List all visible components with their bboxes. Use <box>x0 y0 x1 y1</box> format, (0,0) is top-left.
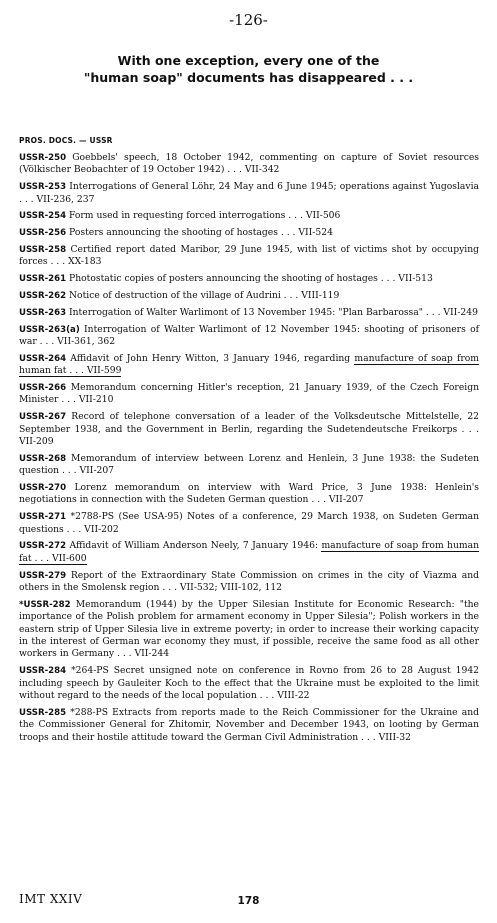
doc-id: *USSR-282 <box>19 599 71 610</box>
headline-line-1: With one exception, every one of the <box>117 53 380 68</box>
footer-page-number: 178 <box>237 895 260 907</box>
list-item <box>19 152 479 177</box>
doc-description: Certified report dated Maribor, 29 June 1945, with list of victims shot by occupying forces . . . XX-183 <box>19 244 480 268</box>
doc-description: *264-PS Secret unsigned note on conference in Rovno from 26 to 28 August 1942 including speech by Gauleiter Koch to the effect that the Ukraine must be exploited to the limit without regard to the needs of the local population . . . VIII-22 <box>19 665 480 702</box>
doc-description: Goebbels' speech, 18 October 1942, commenting on capture of Soviet resources (Völkischer Beobachter of 19 October 1942) . . . VII-342 <box>19 152 479 176</box>
list-item <box>19 307 479 319</box>
list-item <box>19 210 479 222</box>
doc-id: USSR-262 <box>19 291 67 301</box>
list-item <box>19 453 479 478</box>
list-item <box>19 665 479 702</box>
doc-description: Posters announcing the shooting of hostages . . . VII-524 <box>69 227 333 239</box>
document-list <box>19 152 479 748</box>
doc-description: Form used in requesting forced interrogations . . . VII-506 <box>69 210 341 222</box>
headline-line-2: "human soap" documents has disappeared . . . <box>83 70 414 85</box>
doc-description: Affidavit of William Anderson Neely, 7 January 1946: <box>69 540 319 552</box>
doc-id: USSR-254 <box>19 211 67 222</box>
doc-id: USSR-270 <box>19 483 67 494</box>
doc-description: Record of telephone conversation of a leader of the Volksdeutsche Mittelstelle, 22 September 1938, and the Government in Berlin, regarding the Sudetendeutsche Freikorps . . . VII-209 <box>19 411 480 448</box>
list-item <box>19 353 479 378</box>
doc-description: Memorandum (1944) by the Upper Silesian Institute for Economic Research: "the importance of the Polish problem for armament economy in Upper Silesia"; Polish workers in the eastern strip of Upper Silesia live in extreme poverty; in order to increase their working capacity in the interest of German war economy they must, if possible, receive the same food as all other workers in Germany . . . VII-244 <box>19 598 479 660</box>
doc-id: USSR-258 <box>19 245 67 255</box>
section-label: PROS. DOCS. — USSR <box>19 136 113 145</box>
doc-description: Interrogation of Walter Warlimont of 13 November 1945: "Plan Barbarossa" . . . VII-249 <box>69 306 478 318</box>
doc-id: USSR-264 <box>19 353 67 364</box>
list-item <box>19 324 479 349</box>
doc-id: USSR-271 <box>19 512 67 523</box>
list-item <box>19 181 479 206</box>
list-item <box>19 411 479 448</box>
list-item <box>19 511 479 536</box>
page-number: -126- <box>229 11 268 29</box>
underlined-soap-reference: manufacture of soap from human fat . . . VII-599 <box>19 352 479 377</box>
doc-description: Notice of destruction of the village of Audrini . . . VIII-119 <box>69 290 340 301</box>
underlined-soap-reference: manufacture of soap from human fat . . . VII-600 <box>19 540 479 564</box>
list-item <box>19 570 479 595</box>
doc-id: USSR-263 <box>19 307 67 318</box>
headline <box>40 52 457 86</box>
footer-volume: IMT XXIV <box>19 892 83 906</box>
doc-id: USSR-250 <box>19 153 67 163</box>
doc-description: Affidavit of John Henry Witton, 3 January 1946, regarding <box>70 352 351 364</box>
list-item <box>19 227 479 239</box>
list-item <box>19 273 479 285</box>
doc-id: USSR-266 <box>19 383 67 393</box>
doc-id: USSR-272 <box>19 541 67 552</box>
list-item <box>19 382 479 407</box>
doc-description: Memorandum of interview between Lorenz and Henlein, 3 June 1938: the Sudeten question . . . VII-207 <box>19 452 480 477</box>
doc-description: Lorenz memorandum on interview with Ward Price, 3 June 1938: Henlein's negotiations in connection with the Sudeten German question . . . VII-207 <box>19 482 480 506</box>
doc-description: Interrogation of Walter Warlimont of 12 November 1945: shooting of prisoners of war . . . VII-361, 362 <box>19 323 480 347</box>
doc-description: Interrogations of General Löhr, 24 May and 6 June 1945; operations against Yugoslavia . . . VII-236, 237 <box>19 181 479 205</box>
doc-id: USSR-263(a) <box>19 324 80 335</box>
doc-id: USSR-284 <box>19 666 67 677</box>
doc-description: Memorandum concerning Hitler's reception, 21 January 1939, of the Czech Foreign Minister . . . VII-210 <box>19 382 479 406</box>
doc-id: USSR-261 <box>19 274 67 285</box>
list-item <box>19 599 479 661</box>
doc-id: USSR-268 <box>19 453 67 464</box>
list-item <box>19 244 479 269</box>
doc-description: *2788-PS (See USA-95) Notes of a conference, 29 March 1938, on Sudeten German questions . . . VII-202 <box>19 511 479 535</box>
list-item <box>19 707 479 744</box>
doc-id: USSR-279 <box>19 570 67 581</box>
doc-id: USSR-285 <box>19 707 67 718</box>
list-item <box>19 290 479 302</box>
list-item <box>19 540 479 565</box>
doc-description: Report of the Extraordinary State Commission on crimes in the city of Viazma and others in the Smolensk region . . . VII-532; VIII-102, 112 <box>19 569 479 594</box>
doc-description: *288-PS Extracts from reports made to the Reich Commissioner for the Ukraine and the Commissioner General for Zhitomir, November and December 1943, on looting by German troops and their hostile attitude toward the German Civil Administration . . . VIII-32 <box>19 706 480 743</box>
doc-id: USSR-256 <box>19 228 67 239</box>
list-item <box>19 482 479 507</box>
doc-description: Photostatic copies of posters announcing the shooting of hostages . . . VII-513 <box>69 273 433 285</box>
doc-id: USSR-253 <box>19 182 67 193</box>
doc-id: USSR-267 <box>19 412 67 423</box>
